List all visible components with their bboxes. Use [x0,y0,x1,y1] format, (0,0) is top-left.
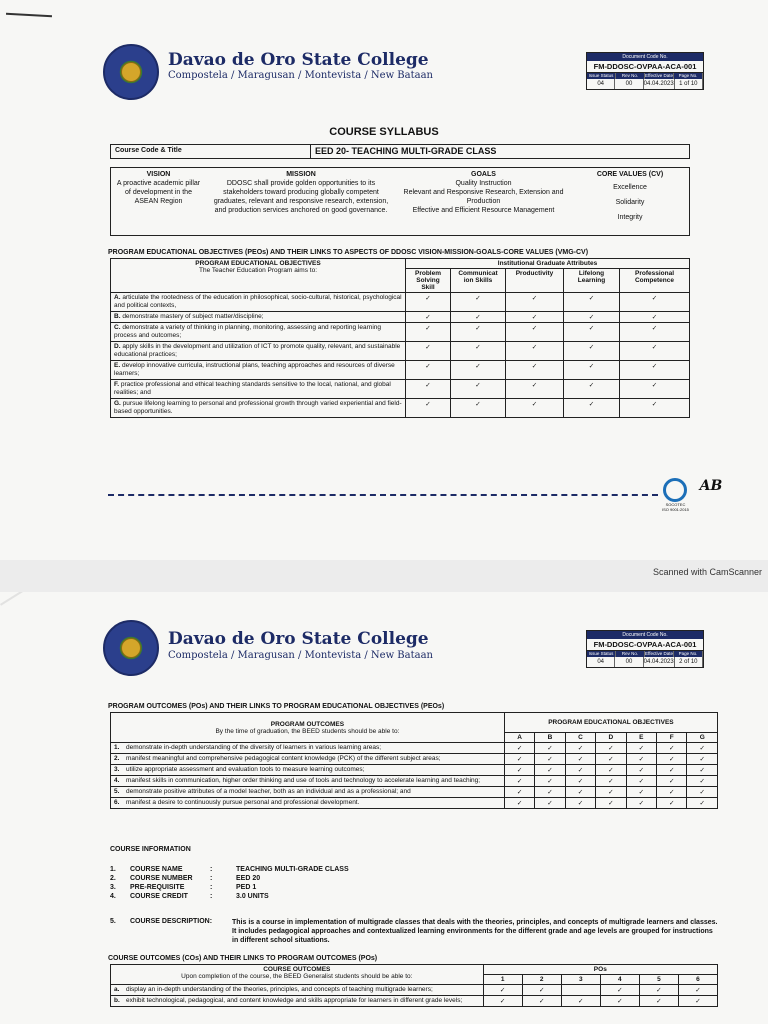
check-mark: ✓ [406,312,451,323]
course-code-title-row [110,144,690,159]
info-number: 4. [110,893,116,900]
peo-row [111,380,690,399]
check-mark: ✓ [504,754,534,765]
check-mark: ✓ [565,787,595,798]
info-key: COURSE CREDIT [130,893,188,900]
course-code-label: Course Code & Title [111,145,311,158]
peo-letter-header: A [504,733,534,743]
po-cell [111,765,505,776]
check-mark: ✓ [451,361,506,380]
check-mark: ✓ [565,798,595,809]
po-row [111,743,718,754]
check-mark: ✓ [564,293,620,312]
check-mark: ✓ [600,996,639,1007]
check-mark: ✓ [565,743,595,754]
po-number: 3. [114,766,120,773]
check-mark: ✓ [506,380,564,399]
po-number-header: 4 [600,975,639,985]
peo-columns-header: PROGRAM EDUCATIONAL OBJECTIVES [504,713,717,733]
check-mark: ✓ [657,743,687,754]
check-mark: ✓ [483,996,522,1007]
po-number: 2. [114,755,120,762]
check-mark: ✓ [620,312,690,323]
campus-list: Compostela / Maragusan / Montevista / New Bataan [168,650,433,661]
course-info-row [110,866,349,875]
check-mark: ✓ [626,743,656,754]
peo-text: pursue lifelong learning to personal and professional growth through varied experiential and field-based opportunities. [114,400,402,415]
check-mark: ✓ [687,776,718,787]
campus-list: Compostela / Maragusan / Montevista / New Bataan [168,70,433,81]
course-info-row [110,875,349,884]
check-mark: ✓ [451,312,506,323]
info-value: EED 20 [236,875,261,882]
po-cell [111,743,505,754]
peo-cell [111,312,406,323]
check-mark: ✓ [565,754,595,765]
check-mark: ✓ [596,787,626,798]
po-text: demonstrate in-depth understanding of the diversity of learners in various learning areas; [126,744,382,751]
peo-row [111,399,690,418]
check-mark: ✓ [564,312,620,323]
check-mark: ✓ [564,342,620,361]
college-name: Davao de Oro State College [168,629,429,649]
peo-cell [111,399,406,418]
core-values-column [571,168,689,235]
course-info-heading: COURSE INFORMATION [110,846,191,853]
goals-heading: GOALS [471,171,496,178]
check-mark: ✓ [406,380,451,399]
check-mark: ✓ [504,787,534,798]
peo-letter: A. [114,294,121,301]
vision-heading: VISION [146,171,171,178]
peo-text: apply skills in the development and utilization of ICT to promote quality, relevant, and sustainable educational practices; [114,343,401,358]
info-number: 3. [110,884,116,891]
revision-no: 00 [615,79,643,89]
vision-text: A proactive academic pillar of development in the ASEAN Region [116,180,201,205]
check-mark: ✓ [657,776,687,787]
check-mark: ✓ [639,985,678,996]
info-key: COURSE NAME [130,866,183,873]
peo-table-header [111,259,406,293]
check-mark: ✓ [657,754,687,765]
peo-row [111,293,690,312]
info-key: PRE-REQUISITE [130,884,185,891]
peo-header-subtitle: The Teacher Education Program aims to: [198,267,318,274]
check-mark: ✓ [506,342,564,361]
check-mark: ✓ [687,787,718,798]
po-number: 5. [114,788,120,795]
co-table [110,964,718,1007]
core-value-item: Integrity [617,214,643,221]
peo-letter: E. [114,362,121,369]
po-row [111,754,718,765]
effective-date: 04.04.2023 [643,659,674,665]
po-number: 1. [114,744,120,751]
co-cell [111,996,484,1007]
po-row [111,765,718,776]
info-value: PED 1 [236,884,257,891]
info-colon: : [210,884,213,891]
check-mark: ✓ [626,798,656,809]
scanner-watermark: Scanned with CamScanner [652,567,762,577]
check-mark: ✓ [687,743,718,754]
college-seal-logo [103,44,159,100]
rev-label: Rev No. [616,73,645,79]
desc-label: COURSE DESCRIPTION: [130,918,213,925]
co-header-subtitle: Upon completion of the course, the BEED Generalist students should be able to: [181,973,413,980]
po-text: demonstrate positive attributes of a model teacher, both as an individual and as a professional; and [126,788,411,795]
issue-status: 04 [587,79,615,89]
check-mark: ✓ [451,323,506,342]
effective-date: 04.04.2023 [643,81,674,87]
info-value: TEACHING MULTI-GRADE CLASS [236,866,349,873]
check-mark: ✓ [483,985,522,996]
po-text: utilize appropriate assessment and evaluation tools to measure learning outcomes; [126,766,365,773]
po-number: 4. [114,777,120,784]
po-table [110,712,718,809]
mission-column [206,168,396,235]
course-info-list [110,866,349,902]
doc-code: FM-DDOSC-OVPAA-ACA-001 [587,61,703,73]
socotec-cert-logo [662,478,689,512]
info-colon: : [210,875,213,882]
check-mark: ✓ [596,743,626,754]
pos-columns-header: POs [483,965,717,975]
check-mark: ✓ [504,765,534,776]
peo-row [111,323,690,342]
co-row [111,985,718,996]
info-key: COURSE NUMBER [130,875,193,882]
po-text: manifest skills in communication, higher order thinking and use of tools and technology to accelerate learning and teaching; [126,777,481,784]
check-mark: ✓ [564,361,620,380]
page-number: 2 of 10 [675,657,703,667]
peo-letter-header: C [565,733,595,743]
info-number: 2. [110,875,116,882]
peo-letter-header: B [535,733,565,743]
peo-letter: F. [114,381,120,388]
mission-heading: MISSION [286,171,316,178]
check-mark: ✓ [678,996,717,1007]
college-seal-logo [103,620,159,676]
peo-text: demonstrate a variety of thinking in planning, monitoring, assessing and reporting learning process and outcomes; [114,324,382,339]
attribute-header: Professional Competence [620,269,690,293]
issue-label: Issue Status [587,651,616,657]
co-section-heading: COURSE OUTCOMES (COs) AND THEIR LINKS TO PROGRAM OUTCOMES (POs) [108,955,378,962]
check-mark: ✓ [406,293,451,312]
check-mark: ✓ [620,361,690,380]
goals-column [396,168,571,235]
check-mark: ✓ [535,765,565,776]
check-mark: ✓ [451,399,506,418]
co-cell [111,985,484,996]
check-mark: ✓ [535,776,565,787]
peo-cell [111,361,406,380]
check-mark: ✓ [522,985,561,996]
check-mark: ✓ [600,985,639,996]
check-mark: ✓ [596,765,626,776]
check-mark: ✓ [620,293,690,312]
check-mark: ✓ [657,787,687,798]
po-number-header: 1 [483,975,522,985]
pen-mark [6,13,52,17]
peo-letter-header: D [596,733,626,743]
co-header-title: COURSE OUTCOMES [263,966,331,973]
goal-item: Quality Instruction [455,180,512,187]
check-mark: ✓ [535,754,565,765]
check-mark: ✓ [687,754,718,765]
check-mark: ✓ [565,776,595,787]
cert-label: SOCOTEC [665,502,686,507]
check-mark: ✓ [406,399,451,418]
doc-code-label: Document Code No. [587,631,703,639]
attribute-header: Problem Solving Skill [406,269,451,293]
check-mark: ✓ [504,743,534,754]
doc-code: FM-DDOSC-OVPAA-ACA-001 [587,639,703,651]
check-mark: ✓ [406,342,451,361]
peo-table [110,258,690,418]
peo-letter-header: G [687,733,718,743]
page-no-label: Page No. [674,73,703,79]
check-mark: ✓ [687,798,718,809]
page-fold-shadow [0,592,114,638]
check-mark: ✓ [506,312,564,323]
desc-number: 5. [110,918,116,925]
po-cell [111,754,505,765]
effective-date-label: Effective Date [645,73,673,78]
check-mark: ✓ [506,293,564,312]
page-no-label: Page No. [674,651,703,657]
document-code-box [586,52,704,90]
co-text: display an in-depth understanding of the theories, principles, and concepts of teaching multigrade learners; [126,986,433,993]
page-title: COURSE SYLLABUS [329,126,439,138]
check-mark: ✓ [620,323,690,342]
check-mark: ✓ [626,754,656,765]
page-footer-divider [108,494,658,496]
check-mark: ✓ [596,754,626,765]
check-mark: ✓ [506,399,564,418]
po-row [111,776,718,787]
core-value-item: Excellence [613,184,647,191]
check-mark: ✓ [687,765,718,776]
po-cell [111,776,505,787]
college-name: Davao de Oro State College [168,50,429,70]
check-mark: ✓ [561,996,600,1007]
peo-row [111,361,690,380]
empty-cell [561,985,600,996]
check-mark: ✓ [639,996,678,1007]
course-info-row [110,893,349,902]
check-mark: ✓ [406,323,451,342]
info-colon: : [210,866,213,873]
peo-text: articulate the rootedness of the education in philosophical, socio-cultural, historical, psychological and political contexts, [114,294,402,309]
info-colon: : [210,893,213,900]
graduate-attributes-header: Institutional Graduate Attributes [406,259,690,269]
check-mark: ✓ [535,743,565,754]
po-number-header: 3 [561,975,600,985]
po-row [111,798,718,809]
attribute-header: Lifelong Learning [564,269,620,293]
document-code-box [586,630,704,668]
po-cell [111,787,505,798]
check-mark: ✓ [504,798,534,809]
check-mark: ✓ [626,765,656,776]
check-mark: ✓ [535,787,565,798]
course-code-value: EED 20- TEACHING MULTI-GRADE CLASS [315,146,497,156]
revision-no: 00 [615,657,643,667]
check-mark: ✓ [678,985,717,996]
po-header-subtitle: By the time of graduation, the BEED students should be able to: [215,727,400,735]
check-mark: ✓ [657,798,687,809]
co-table-header [111,965,484,985]
peo-cell [111,293,406,312]
check-mark: ✓ [565,765,595,776]
po-text: manifest meaningful and comprehensive pedagogical content knowledge (PCK) of the different subject areas; [126,755,441,762]
po-text: manifest a desire to continuously pursue personal and professional development. [126,799,360,806]
check-mark: ✓ [451,342,506,361]
check-mark: ✓ [451,293,506,312]
check-mark: ✓ [564,380,620,399]
cert-standard: ISO 9001:2015 [662,507,689,512]
check-mark: ✓ [620,342,690,361]
po-row [111,787,718,798]
peo-row [111,342,690,361]
peo-letter: D. [114,343,121,350]
check-mark: ✓ [451,380,506,399]
peo-cell [111,342,406,361]
check-mark: ✓ [506,323,564,342]
check-mark: ✓ [564,323,620,342]
peo-text: develop innovative curricula, instructional plans, teaching approaches and resources of diverse learners; [114,362,395,377]
check-mark: ✓ [564,399,620,418]
course-info-row [110,884,349,893]
po-number-header: 5 [639,975,678,985]
check-mark: ✓ [620,380,690,399]
goal-item: Relevant and Responsive Research, Extension and Production [403,189,564,205]
effective-date-label: Effective Date [645,651,673,656]
issue-status: 04 [587,657,615,667]
po-table-header [111,713,505,743]
accreditation-logo: AB [699,478,723,494]
check-mark: ✓ [626,776,656,787]
peo-letter-header: E [626,733,656,743]
peo-text: practice professional and ethical teaching standards sensitive to the local, national, and global realities; and [114,381,391,396]
attribute-header: Productivity [506,269,564,293]
peo-cell [111,380,406,399]
check-mark: ✓ [535,798,565,809]
check-mark: ✓ [657,765,687,776]
peo-cell [111,323,406,342]
check-mark: ✓ [504,776,534,787]
vision-column [111,168,206,235]
check-mark: ✓ [522,996,561,1007]
po-number-header: 6 [678,975,717,985]
vision-mission-goals-table [110,167,690,236]
mission-text: DDOSC shall provide golden opportunities to its stakeholders toward producing globally competent graduates, relevant and responsive research, extension, and production services anchored on good governance. [213,180,389,214]
po-section-heading: PROGRAM OUTCOMES (POs) AND THEIR LINKS TO PROGRAM EDUCATIONAL OBJECTIVES (PEOs) [108,703,445,710]
desc-text: This is a course in implementation of multigrade classes that deals with the theories, principles, and concepts of multigrade learners and classes. It includes pedagogical approaches and contextualized learning environments for the different grade and age levels are grouped for instructions in different school situations. [232,919,718,944]
info-value: 3.0 UNITS [236,893,269,900]
check-mark: ✓ [596,776,626,787]
core-values-heading: CORE VALUES (CV) [596,171,664,178]
co-letter: b. [114,997,120,1004]
attribute-header: Communicat ion Skills [451,269,506,293]
peo-letter: B. [114,313,121,320]
co-row [111,996,718,1007]
core-value-item: Solidarity [615,199,645,206]
course-description [110,918,720,945]
po-number-header: 2 [522,975,561,985]
peo-section-heading: PROGRAM EDUCATIONAL OBJECTIVES (PEOs) AND THEIR LINKS TO ASPECTS OF DDOSC VISION-MISSION-GOALS-CORE VALUES (VMG-CV) [108,249,589,256]
info-number: 1. [110,866,116,873]
check-mark: ✓ [626,787,656,798]
co-letter: a. [114,986,120,993]
doc-code-label: Document Code No. [587,53,703,61]
check-mark: ✓ [506,361,564,380]
po-header-title: PROGRAM OUTCOMES [270,720,345,728]
check-mark: ✓ [620,399,690,418]
goal-item: Effective and Efficient Resource Management [412,207,555,214]
co-text: exhibit technological, pedagogical, and content knowledge and skills appropriate for learners in different grade levels; [126,997,463,1004]
peo-letter: G. [114,400,121,407]
check-mark: ✓ [596,798,626,809]
issue-label: Issue Status [587,73,616,79]
page-number: 1 of 10 [675,79,703,89]
peo-row [111,312,690,323]
peo-header-title: PROGRAM EDUCATIONAL OBJECTIVES [195,260,321,267]
syllabus-page-2 [0,592,768,1024]
peo-letter: C. [114,324,121,331]
peo-text: demonstrate mastery of subject matter/discipline; [122,313,264,320]
rev-label: Rev No. [616,651,645,657]
po-cell [111,798,505,809]
check-mark: ✓ [406,361,451,380]
po-number: 6. [114,799,120,806]
peo-letter-header: F [657,733,687,743]
